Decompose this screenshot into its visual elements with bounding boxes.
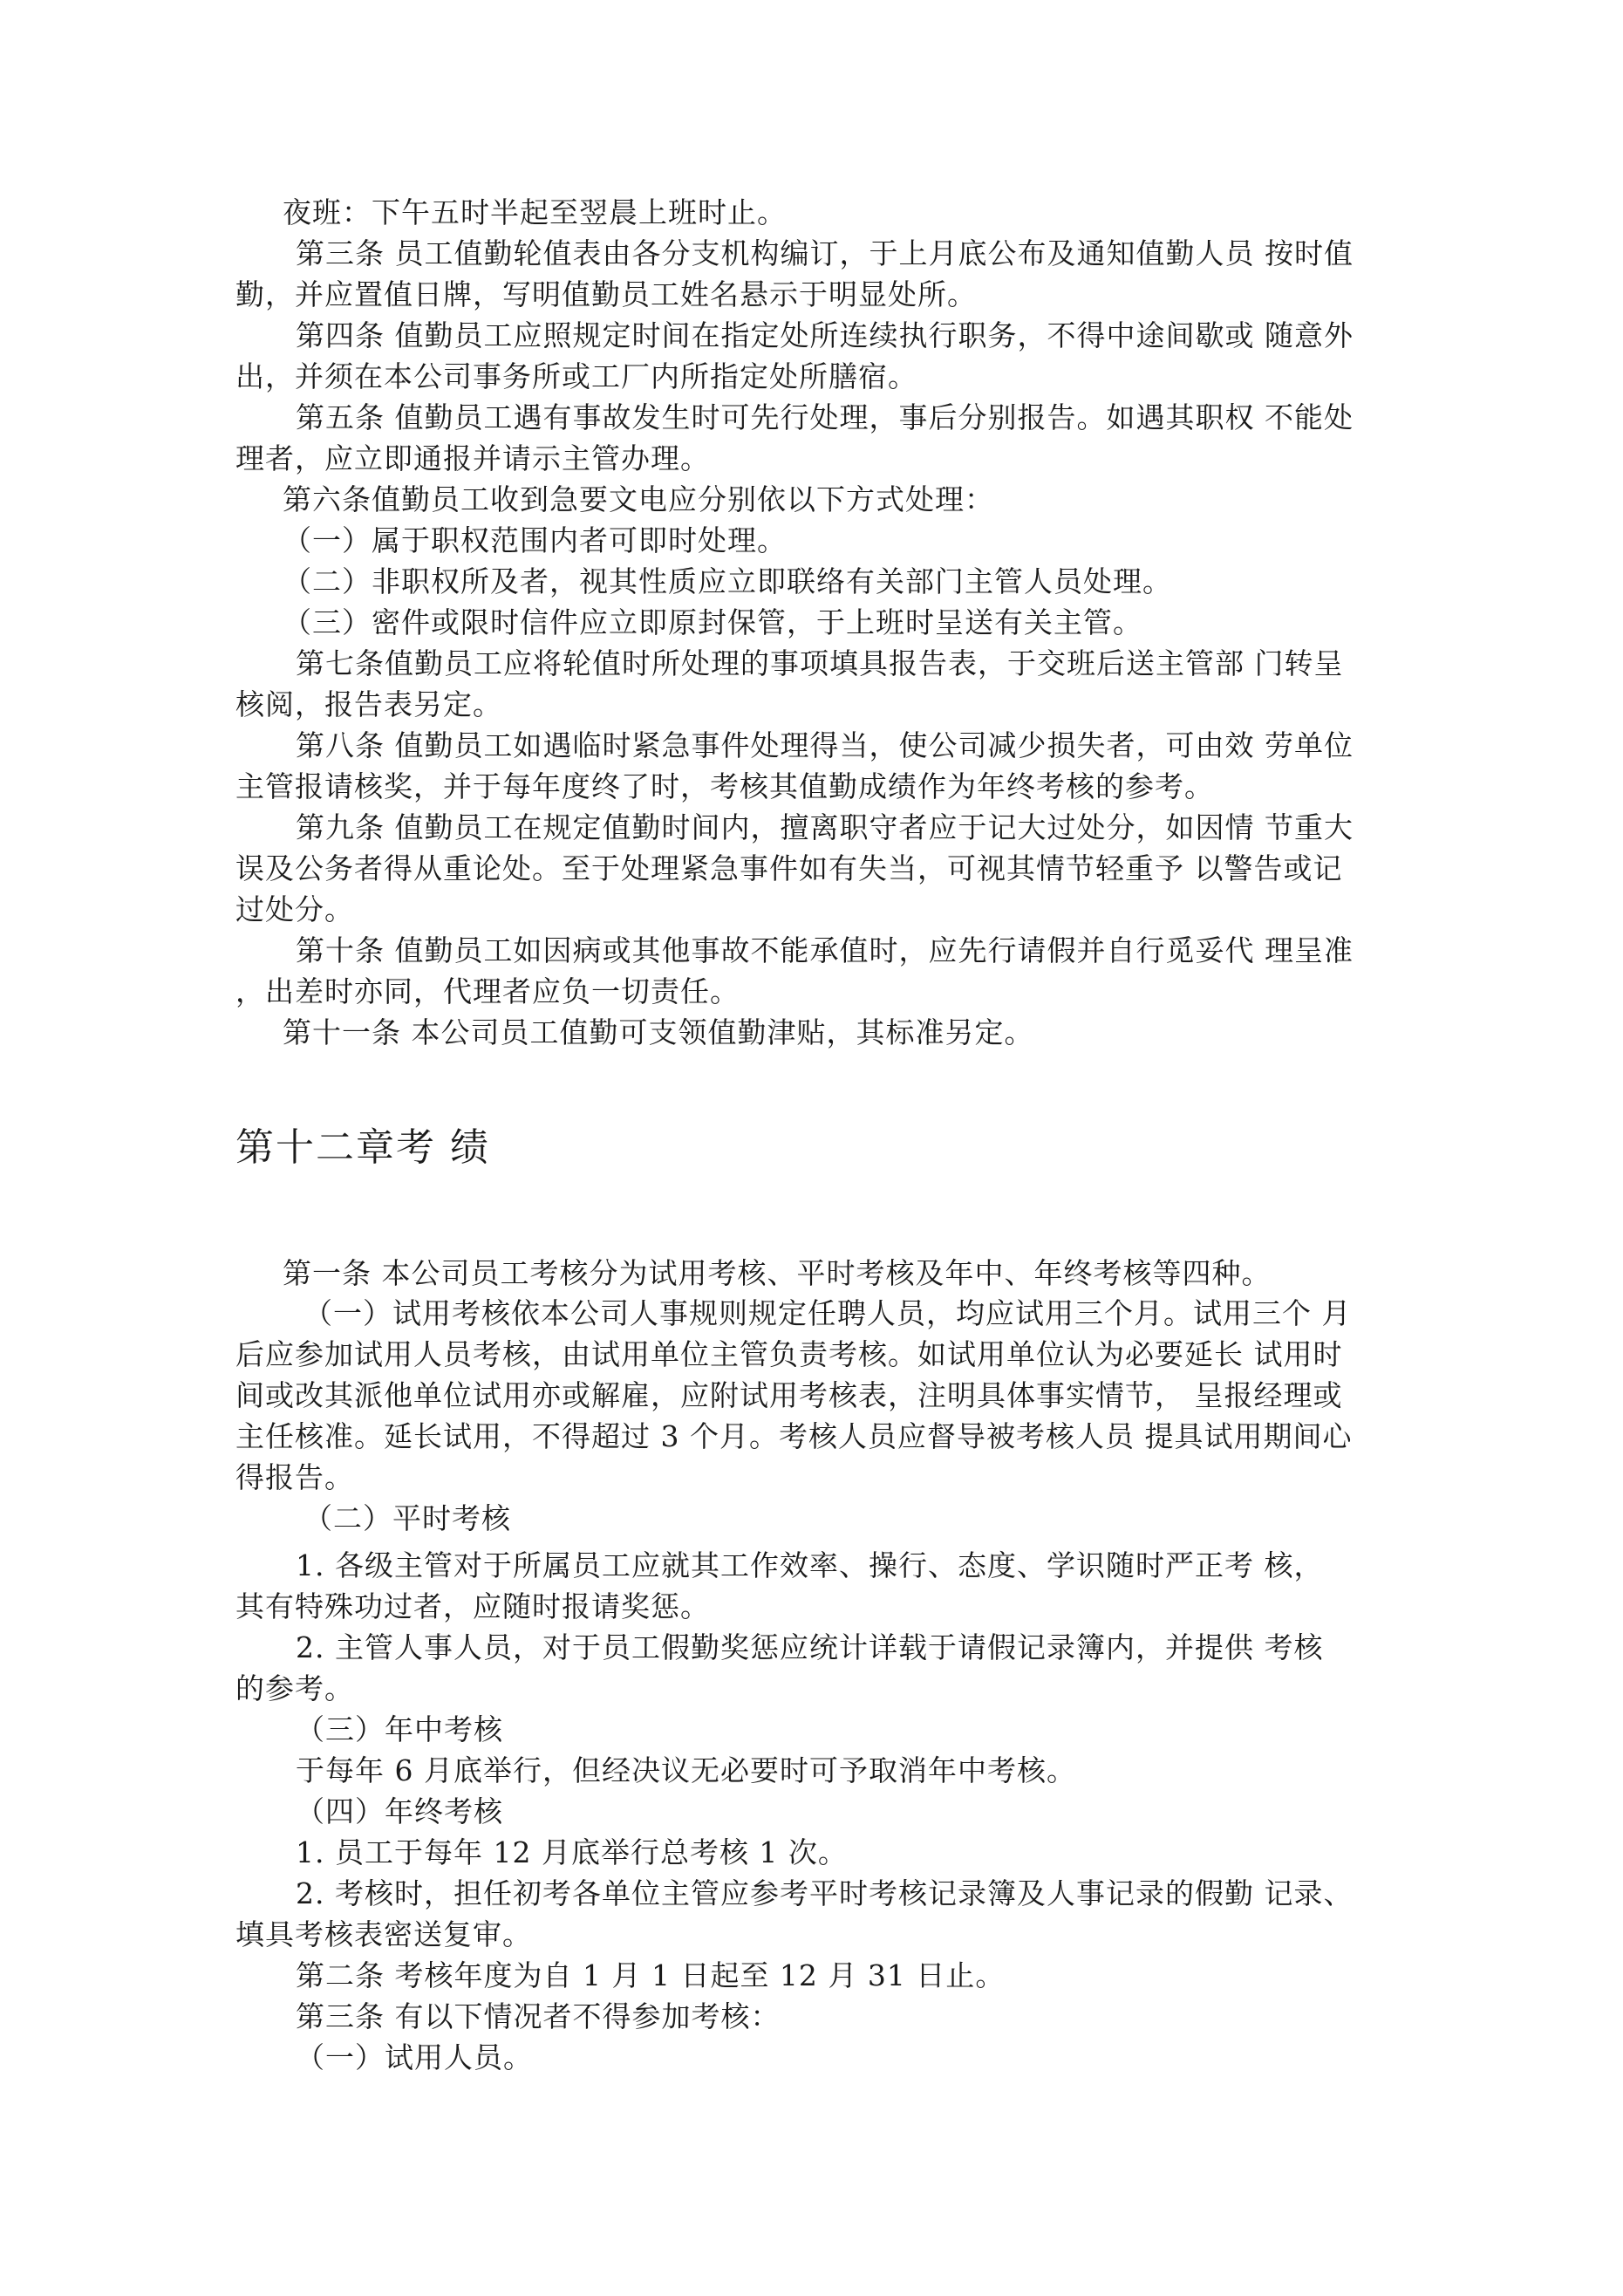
paragraph-line: （一）属于职权范围内者可即时处理。: [283, 523, 787, 557]
paragraph-line: （一）试用考核依本公司人事规则规定任聘人员，均应试用三个月。试用三个 月: [303, 1296, 1352, 1330]
paragraph-line: 第三条 员工值勤轮值表由各分支机构编订，于上月底公布及通知值勤人员 按时值: [296, 236, 1354, 270]
paragraph-line: 主任核准。延长试用，不得超过 3 个月。考核人员应督导被考核人员 提具试用期间心: [235, 1419, 1353, 1453]
paragraph-line: 第七条值勤员工应将轮值时所处理的事项填具报告表，于交班后送主管部 门转呈: [296, 646, 1344, 680]
paragraph-line: 第十一条 本公司员工值勤可支领值勤津贴，其标准另定。: [283, 1015, 1034, 1049]
paragraph-line: 第九条 值勤员工在规定值勤时间内，擅离职守者应于记大过处分，如因情 节重大: [296, 810, 1354, 844]
paragraph-line: （二）平时考核: [303, 1501, 511, 1535]
paragraph-line: 第八条 值勤员工如遇临时紧急事件处理得当，使公司减少损失者，可由效 劳单位: [296, 728, 1354, 762]
paragraph-line: 得报告。: [235, 1460, 354, 1494]
paragraph-line: （三）密件或限时信件应立即原封保管，于上班时呈送有关主管。: [283, 605, 1142, 639]
paragraph-line: 于每年 6 月底举行，但经决议无必要时可予取消年中考核。: [296, 1753, 1076, 1787]
paragraph-line: 1. 员工于每年 12 月底举行总考核 1 次。: [296, 1835, 848, 1869]
paragraph-line: 的参考。: [235, 1671, 354, 1705]
paragraph-line: 第二条 考核年度为自 1 月 1 日起至 12 月 31 日止。: [296, 1958, 1006, 1992]
paragraph-line: （三）年中考核: [296, 1712, 503, 1746]
paragraph-line: 2. 主管人事人员，对于员工假勤奖惩应统计详载于请假记录簿内，并提供 考核: [296, 1630, 1324, 1664]
paragraph-line: 2. 考核时，担任初考各单位主管应参考平时考核记录簿及人事记录的假勤 记录、: [296, 1876, 1354, 1910]
paragraph-line: 其有特殊功过者，应随时报请奖惩。: [235, 1589, 710, 1623]
paragraph-line: 过处分。: [235, 892, 354, 926]
paragraph-line: 第三条 有以下情况者不得参加考核：: [296, 1999, 781, 2033]
paragraph-line: 第四条 值勤员工应照规定时间在指定处所连续执行职务，不得中途间歇或 随意外: [296, 318, 1354, 352]
paragraph-line: 第六条值勤员工收到急要文电应分别依以下方式处理：: [283, 482, 994, 516]
paragraph-line: 第十条 值勤员工如因病或其他事故不能承值时，应先行请假并自行觅妥代 理呈准: [296, 933, 1354, 967]
paragraph-line: 后应参加试用人员考核，由试用单位主管负责考核。如试用单位认为必要延长 试用时: [235, 1337, 1343, 1371]
paragraph-line: 第一条 本公司员工考核分为试用考核、平时考核及年中、年终考核等四种。: [283, 1256, 1272, 1290]
paragraph-line: （二）非职权所及者，视其性质应立即联络有关部门主管人员处理。: [283, 564, 1172, 598]
paragraph-line: （四）年终考核: [296, 1794, 503, 1828]
paragraph-line: 1. 各级主管对于所属员工应就其工作效率、操行、态度、学识随时严正考 核，: [296, 1548, 1324, 1582]
paragraph-line: 夜班：下午五时半起至翌晨上班时止。: [283, 195, 787, 229]
paragraph-line: 核阅，报告表另定。: [235, 687, 502, 721]
paragraph-line: 误及公务者得从重论处。至于处理紧急事件如有失当，可视其情节轻重予 以警告或记: [235, 851, 1343, 885]
chapter-heading: 第十二章考 绩: [235, 1125, 490, 1170]
paragraph-line: 间或改其派他单位试用亦或解雇，应附试用考核表，注明具体事实情节， 呈报经理或: [235, 1378, 1343, 1412]
paragraph-line: 出，并须在本公司事务所或工厂内所指定处所膳宿。: [235, 359, 917, 393]
paragraph-line: 理者，应立即通报并请示主管办理。: [235, 441, 710, 475]
paragraph-line: 主管报请核奖，并于每年度终了时，考核其值勤成绩作为年终考核的参考。: [235, 769, 1214, 803]
paragraph-line: 勤，并应置值日牌，写明值勤员工姓名悬示于明显处所。: [235, 277, 977, 311]
paragraph-line: 填具考核表密送复审。: [235, 1917, 532, 1951]
paragraph-line: （一）试用人员。: [296, 2040, 533, 2074]
paragraph-line: 第五条 值勤员工遇有事故发生时可先行处理，事后分别报告。如遇其职权 不能处: [296, 400, 1354, 434]
paragraph-line: ，出差时亦同，代理者应负一切责任。: [235, 974, 740, 1008]
